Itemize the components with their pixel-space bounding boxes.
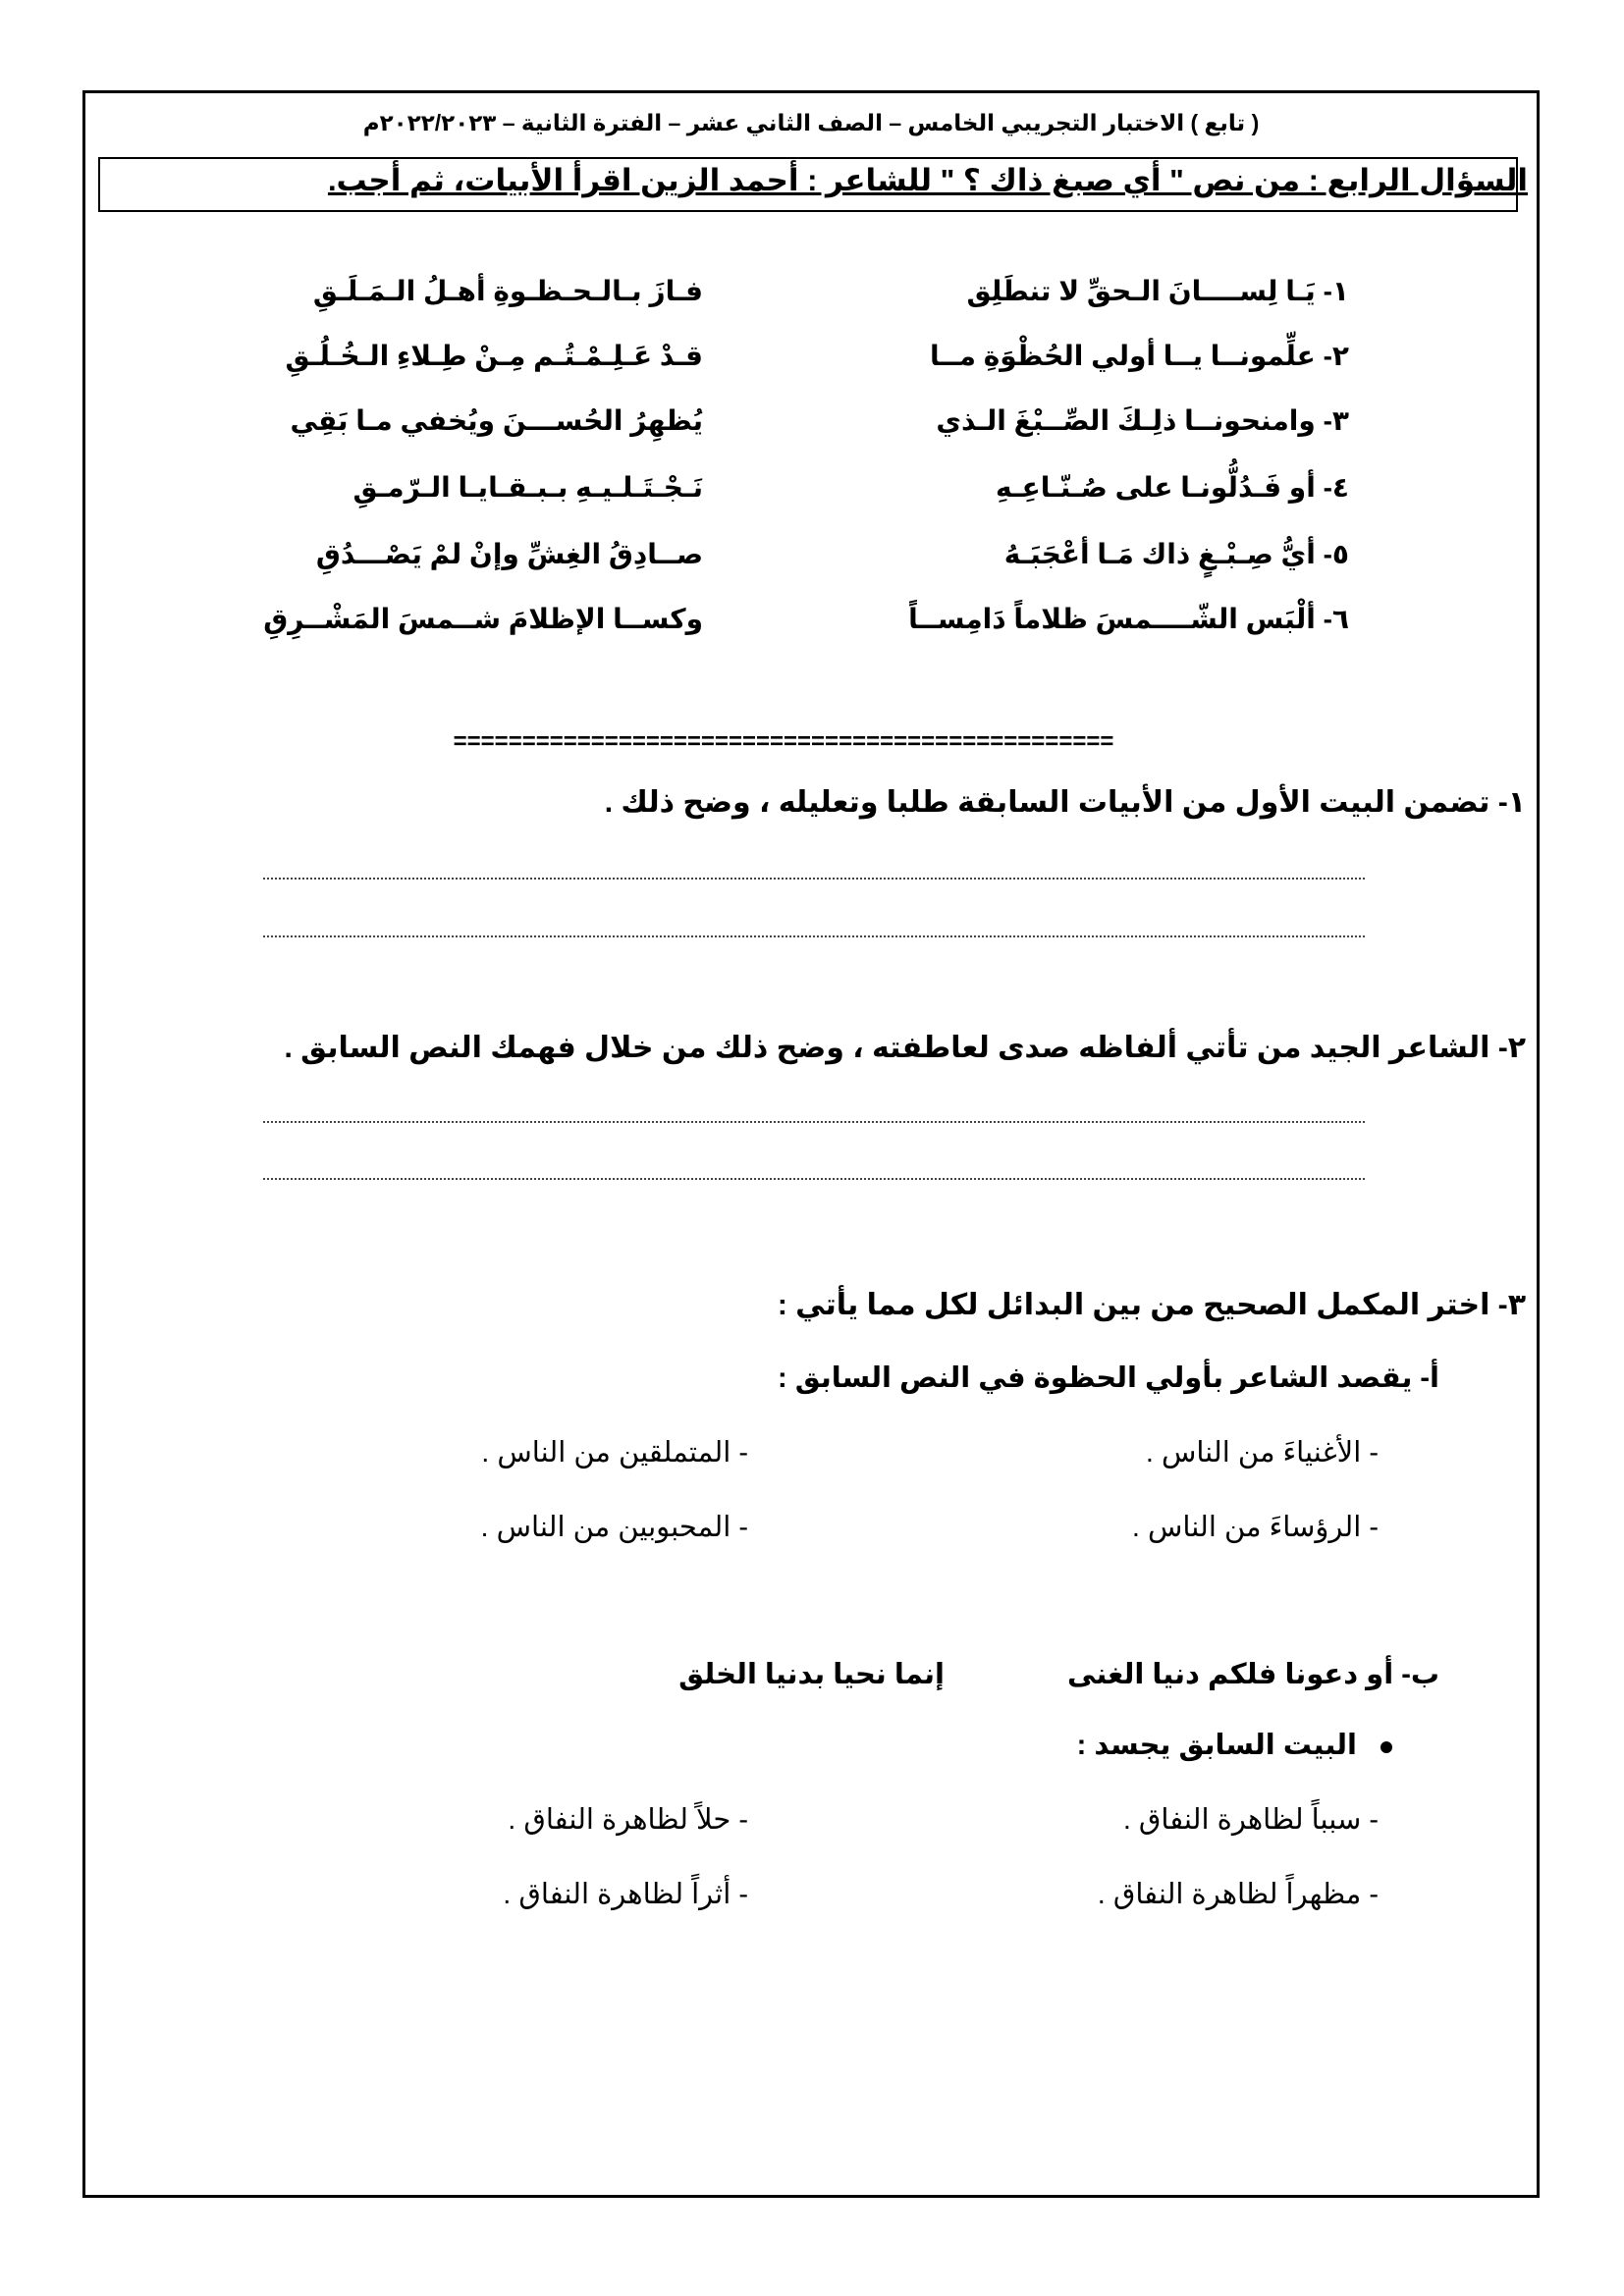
question-3b-stem: البيت السابق يجسد : (1076, 1730, 1357, 1761)
verse-5-first-hemistich: ٥- أيُّ صِـبْـغٍ ذاك مَـا أعْجَبَـهُ (1003, 539, 1349, 569)
verse-1-first-hemistich: ١- يَـا لِســــانَ الـحقِّ لا تنطَلِق (966, 276, 1349, 306)
option-3b-2[interactable]: - حلاً لظاهرة النفاق . (508, 1804, 748, 1836)
verse-1-second-hemistich: فـازَ بـالـحـظـوةِ أهـلُ الـمَـلَـقِ (312, 276, 703, 306)
verse-4-first-hemistich: ٤- أو فَـدُلُّونـا على صُـنّـاعِـهِ (996, 472, 1349, 503)
verse-2-first-hemistich: ٢- علِّمونــا يــا أولي الحُظْوَةِ مــا (929, 341, 1349, 371)
verse-2-second-hemistich: قـدْ عَـلِـمْـتُـم مِـنْ طِـلاءِ الـخُـلُـقِ (285, 341, 703, 371)
verse-6-second-hemistich: وكســا الإظلامَ شــمسَ المَشْــرِقِ (263, 604, 703, 634)
option-3a-1[interactable]: - الأغنياءَ من الناس . (1145, 1437, 1379, 1468)
verse-4-second-hemistich: نَـجْـتَـلـيـهِ بـبـقـايـا الـرّمـقِ (352, 472, 703, 503)
question-2: ٢- الشاعر الجيد من تأتي ألفاظه صدى لعاطفته ، وضح ذلك من خلال فهمك النص السابق . (284, 1032, 1526, 1064)
answer-line-1a[interactable] (263, 878, 1365, 880)
option-3a-3[interactable]: - الرؤساءَ من الناس . (1131, 1512, 1379, 1543)
option-3b-1[interactable]: - سبباً لظاهرة النفاق . (1122, 1804, 1379, 1836)
question-3b-verse-second: إنما نحيا بدنيا الخلق (678, 1659, 945, 1690)
verse-3-first-hemistich: ٣- وامنحونــا ذلِـكَ الصِّــبْغَ الـذي (936, 405, 1349, 436)
question-3a: أ- يقصد الشاعر بأولي الحظوة في النص السابق : (777, 1362, 1439, 1394)
verse-5-second-hemistich: صــادِقُ الغِشِّ وإنْ لمْ يَصْـــدُقِ (315, 539, 703, 569)
separator-line: ================================================ (453, 728, 1114, 755)
answer-line-2a[interactable] (263, 1121, 1365, 1123)
answer-line-1b[interactable] (263, 935, 1365, 937)
verse-3-second-hemistich: يُظهِرُ الحُســـنَ ويُخفي مـا بَقِي (290, 405, 703, 436)
option-3a-4[interactable]: - المحبوبين من الناس . (480, 1512, 748, 1543)
verse-6-first-hemistich: ٦- ألْبَس الشّــــمسَ ظلاماً دَامِســاً (908, 604, 1349, 634)
question-3: ٣- اختر المكمل الصحيح من بين البدائل لكل مما يأتي : (777, 1289, 1526, 1321)
question-title: السؤال الرابع : من نص " أي صبغ ذاك ؟ " للشاعر : أحمد الزين اقرأ الأبيات، ثم أجب. (327, 163, 1528, 197)
answer-line-2b[interactable] (263, 1178, 1365, 1180)
option-3b-3[interactable]: - مظهراً لظاهرة النفاق . (1097, 1879, 1379, 1910)
option-3b-4[interactable]: - أثراً لظاهرة النفاق . (503, 1879, 748, 1910)
question-3b-verse-first: ب- أو دعونا فلكم دنيا الغنى (1066, 1659, 1439, 1690)
option-3a-2[interactable]: - المتملقين من الناس . (481, 1437, 748, 1468)
question-1: ١- تضمن البيت الأول من الأبيات السابقة طلبا وتعليله ، وضح ذلك . (604, 786, 1526, 819)
exam-header: ( تابع ) الاختبار التجريبي الخامس – الصف الثاني عشر – الفترة الثانية – ٢٠٢٢/٢٠٢٣م (362, 110, 1260, 135)
bullet-icon (1380, 1741, 1392, 1753)
